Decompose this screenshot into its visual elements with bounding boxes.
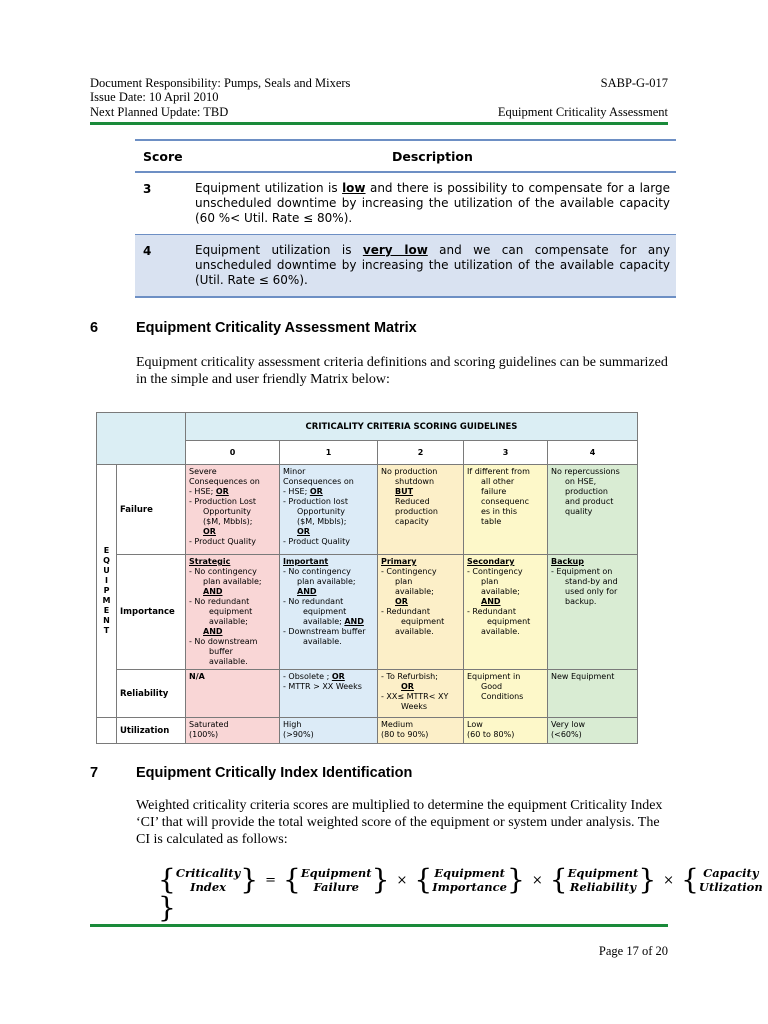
criticality-formula: {Criticality Index } = {Equipment Failure } × { Equipment Importance} × {Equipment Reliability} × { Capacity Utlization} [158, 863, 763, 924]
header-line-3 [90, 105, 668, 119]
score-col-header: Score [143, 149, 183, 164]
reliability-cell-2: - To Refurbish; OR - XX≤ MTTR< XY Weeks [378, 670, 464, 718]
utilization-cell-3: Low (60 to 80%) [464, 718, 548, 744]
doc-title: Equipment Criticality Assessment [497, 105, 668, 119]
row-label-utilization: Utilization [117, 718, 186, 744]
col-header: 1 [280, 441, 378, 465]
utilization-cell-4: Very low (<60%) [548, 718, 638, 744]
section-6-heading: 6 Equipment Criticality Assessment Matrix [90, 320, 417, 336]
row-label-failure: Failure [117, 465, 186, 555]
score-description: Equipment utilization is very low and we can compensate for any unscheduled downtime by increasing the utilization of the available capacity (Util. Rate ≤ 60%). [195, 243, 670, 287]
score-table [135, 139, 676, 298]
importance-cell-4: Backup - Equipment on stand-by and used only for backup. [548, 555, 638, 670]
reliability-cell-1: - Obsolete ; OR - MTTR > XX Weeks [280, 670, 378, 718]
row-label-reliability: Reliability [117, 670, 186, 718]
section-7-heading: 7 Equipment Critically Index Identification [90, 765, 413, 781]
failure-cell-4: No repercussions on HSE, production and product quality [548, 465, 638, 555]
doc-responsibility: Document Responsibility: Pumps, Seals and Mixers [90, 76, 351, 90]
score-table-header [135, 141, 676, 173]
failure-cell-2: No production shutdown BUT Reduced production capacity [378, 465, 464, 555]
header-line-2 [90, 90, 668, 104]
equipment-side-label: E Q U I P M E N T [97, 465, 117, 718]
page-number: Page 17 of 20 [598, 944, 668, 958]
score-value: 3 [143, 182, 152, 196]
importance-cell-3: Secondary - Contingency plan available; AND - Redundant equipment available. [464, 555, 548, 670]
importance-cell-0: Strategic - No contingency plan available; AND - No redundant equipment available; AND - No downstream buffer available. [186, 555, 280, 670]
issue-date: Issue Date: 10 April 2010 [90, 90, 219, 104]
matrix-caption: CRITICALITY CRITERIA SCORING GUIDELINES [186, 413, 638, 441]
col-header: 0 [186, 441, 280, 465]
section-6-paragraph: Equipment criticality assessment criteria definitions and scoring guidelines can be summarized in the simple and user friendly Matrix below: [136, 355, 668, 387]
doc-id: SABP-G-017 [600, 76, 668, 90]
score-description: Equipment utilization is low and there is possibility to compensate for a large unscheduled downtime by increasing the utilization of the available capacity (60 %< Util. Rate ≤ 80%). [195, 181, 671, 225]
col-header: 2 [378, 441, 464, 465]
score-row [135, 173, 676, 235]
utilization-cell-1: High (>90%) [280, 718, 378, 744]
reliability-cell-0: N/A [186, 670, 280, 718]
header-line-1 [90, 76, 668, 90]
failure-cell-3: If different from all other failure consequenc es in this table [464, 465, 548, 555]
next-update: Next Planned Update: TBD [90, 105, 229, 119]
matrix-corner [97, 413, 186, 465]
score-row [135, 235, 676, 298]
utilization-cell-2: Medium (80 to 90%) [378, 718, 464, 744]
score-value: 4 [143, 244, 152, 258]
matrix-side-blank [97, 718, 117, 744]
failure-cell-1: Minor Consequences on - HSE; OR - Production lost Opportunity ($M, Mbbls); OR - Product Quality [280, 465, 378, 555]
criticality-matrix [96, 412, 638, 744]
reliability-cell-4: New Equipment [548, 670, 638, 718]
col-header: 4 [548, 441, 638, 465]
col-header: 3 [464, 441, 548, 465]
reliability-cell-3: Equipment in Good Conditions [464, 670, 548, 718]
failure-cell-0: Severe Consequences on - HSE; OR - Production Lost Opportunity ($M, Mbbls); OR - Product Quality [186, 465, 280, 555]
footer-rule [90, 924, 668, 927]
utilization-cell-0: Saturated (100%) [186, 718, 280, 744]
section-7-paragraph: Weighted criticality criteria scores are multiplied to determine the equipment Criticality Index ‘CI’ that will provide the total weighted score of the equipment or system under analysis. The CI is calculated as follows: [136, 798, 663, 847]
description-col-header: Description [392, 149, 473, 164]
importance-cell-1: Important - No contingency plan available; AND - No redundant equipment available; AND - Downstream buffer available. [280, 555, 378, 670]
header-rule [90, 122, 668, 125]
importance-cell-2: Primary - Contingency plan available; OR - Redundant equipment available. [378, 555, 464, 670]
row-label-importance: Importance [117, 555, 186, 670]
